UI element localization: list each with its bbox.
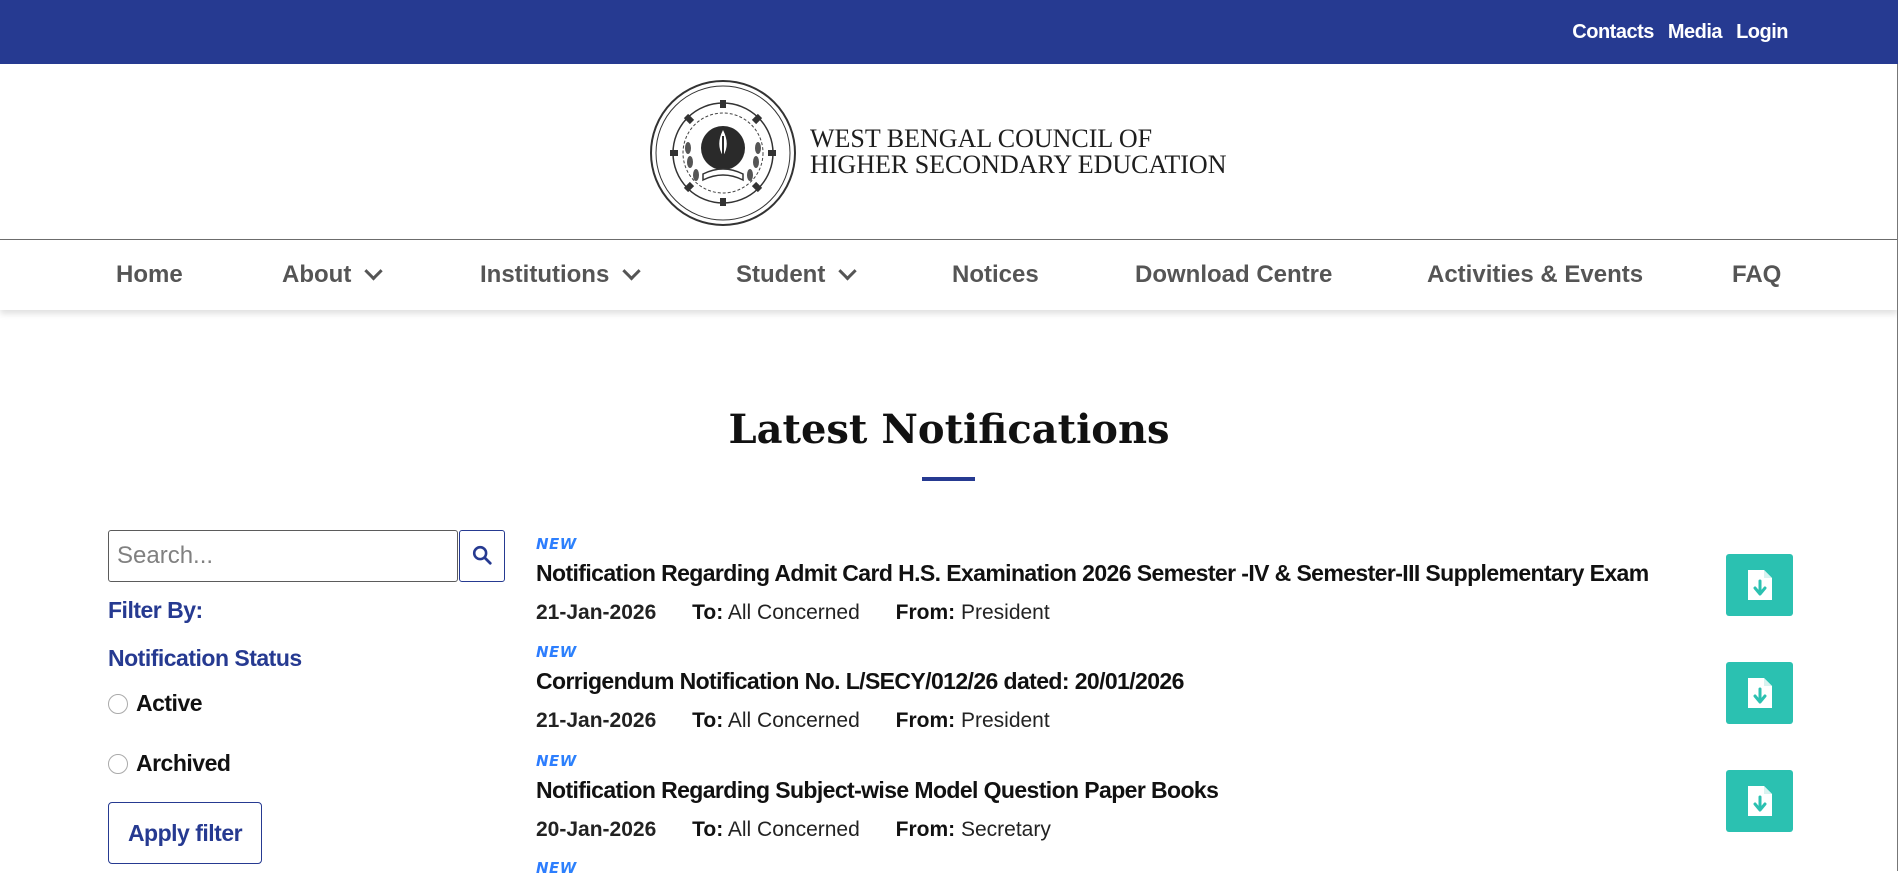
status-option-active[interactable] xyxy=(108,690,202,717)
list-item xyxy=(536,536,1796,625)
notice-from: President xyxy=(960,601,1050,624)
notice-from: Secretary xyxy=(960,818,1051,841)
title-underline xyxy=(922,477,975,481)
page-title: Latest Notifications xyxy=(728,406,1170,453)
notice-date: 21-Jan-2026 xyxy=(536,601,657,624)
active-radio[interactable] xyxy=(108,694,128,714)
notice-date: 20-Jan-2026 xyxy=(536,818,657,841)
archived-radio[interactable] xyxy=(108,754,128,774)
list-item xyxy=(536,644,1796,733)
login-link[interactable]: Login xyxy=(1736,20,1788,43)
contacts-link[interactable]: Contacts xyxy=(1572,20,1654,43)
file-download-icon xyxy=(1746,676,1774,710)
nav-notices[interactable] xyxy=(952,240,1039,310)
nav-activities-events[interactable] xyxy=(1427,240,1643,310)
chevron-down-icon xyxy=(839,262,857,280)
search-button[interactable] xyxy=(459,530,505,582)
nav-faq-label: FAQ xyxy=(1732,261,1782,288)
nav-notices-label: Notices xyxy=(952,261,1039,288)
list-item xyxy=(536,860,1796,876)
top-bar xyxy=(0,0,1898,64)
notice-to: All Concerned xyxy=(727,709,860,732)
notice-meta xyxy=(536,709,1796,733)
to-label: To: xyxy=(692,818,724,841)
nav-institutions[interactable] xyxy=(480,240,638,310)
notice-meta xyxy=(536,818,1796,842)
status-option-archived[interactable] xyxy=(108,750,230,777)
top-links xyxy=(1572,0,1788,64)
file-download-icon xyxy=(1746,784,1774,818)
new-badge: NEW xyxy=(536,753,1796,769)
list-item xyxy=(536,753,1796,842)
from-label: From: xyxy=(895,818,956,841)
chevron-down-icon xyxy=(623,262,641,280)
filter-by-label: Filter By: xyxy=(108,597,203,623)
nav-student[interactable] xyxy=(736,240,854,310)
notice-to: All Concerned xyxy=(727,818,860,841)
nav-faq[interactable] xyxy=(1732,240,1781,310)
council-seal-logo[interactable] xyxy=(648,78,798,228)
notice-title[interactable]: Notification Regarding Subject-wise Model Question Paper Books xyxy=(536,777,1219,803)
new-badge: NEW xyxy=(536,644,1796,660)
to-label: To: xyxy=(692,601,724,624)
search-input[interactable] xyxy=(108,530,458,582)
nav-home[interactable] xyxy=(116,240,183,310)
from-label: From: xyxy=(895,601,956,624)
notice-from: President xyxy=(960,709,1050,732)
nav-download-centre[interactable] xyxy=(1135,240,1332,310)
notification-status-heading: Notification Status xyxy=(108,645,302,671)
nav-download-centre-label: Download Centre xyxy=(1135,261,1333,288)
download-button[interactable] xyxy=(1726,554,1793,616)
notice-title[interactable]: Notification Regarding Admit Card H.S. Examination 2026 Semester -IV & Semester-III Supplementary Exam xyxy=(536,560,1649,586)
file-download-icon xyxy=(1746,568,1774,602)
notice-meta xyxy=(536,601,1796,625)
from-label: From: xyxy=(895,709,956,732)
notice-to: All Concerned xyxy=(727,601,860,624)
archived-label: Archived xyxy=(136,750,231,776)
search-icon xyxy=(471,544,493,566)
notice-title[interactable]: Corrigendum Notification No. L/SECY/012/26 dated: 20/01/2026 xyxy=(536,668,1184,694)
download-button[interactable] xyxy=(1726,662,1793,724)
to-label: To: xyxy=(692,709,724,732)
media-link[interactable]: Media xyxy=(1667,20,1723,43)
chevron-down-icon xyxy=(365,262,383,280)
active-label: Active xyxy=(136,690,203,716)
download-button[interactable] xyxy=(1726,770,1793,832)
new-badge: NEW xyxy=(536,536,1796,552)
notice-date: 21-Jan-2026 xyxy=(536,709,657,732)
council-name xyxy=(810,126,1226,178)
nav-activities-events-label: Activities & Events xyxy=(1427,261,1644,288)
council-name-line1: WEST BENGAL COUNCIL OF xyxy=(810,124,1153,153)
nav-student-label: Student xyxy=(736,261,826,288)
nav-home-label: Home xyxy=(116,261,183,288)
main-navigation xyxy=(0,240,1898,310)
nav-about-label: About xyxy=(282,261,352,288)
nav-about[interactable] xyxy=(282,240,380,310)
apply-filter-button[interactable]: Apply filter xyxy=(108,802,262,864)
council-name-line2: HIGHER SECONDARY EDUCATION xyxy=(810,150,1227,179)
new-badge: NEW xyxy=(536,860,1796,876)
nav-institutions-label: Institutions xyxy=(480,261,610,288)
